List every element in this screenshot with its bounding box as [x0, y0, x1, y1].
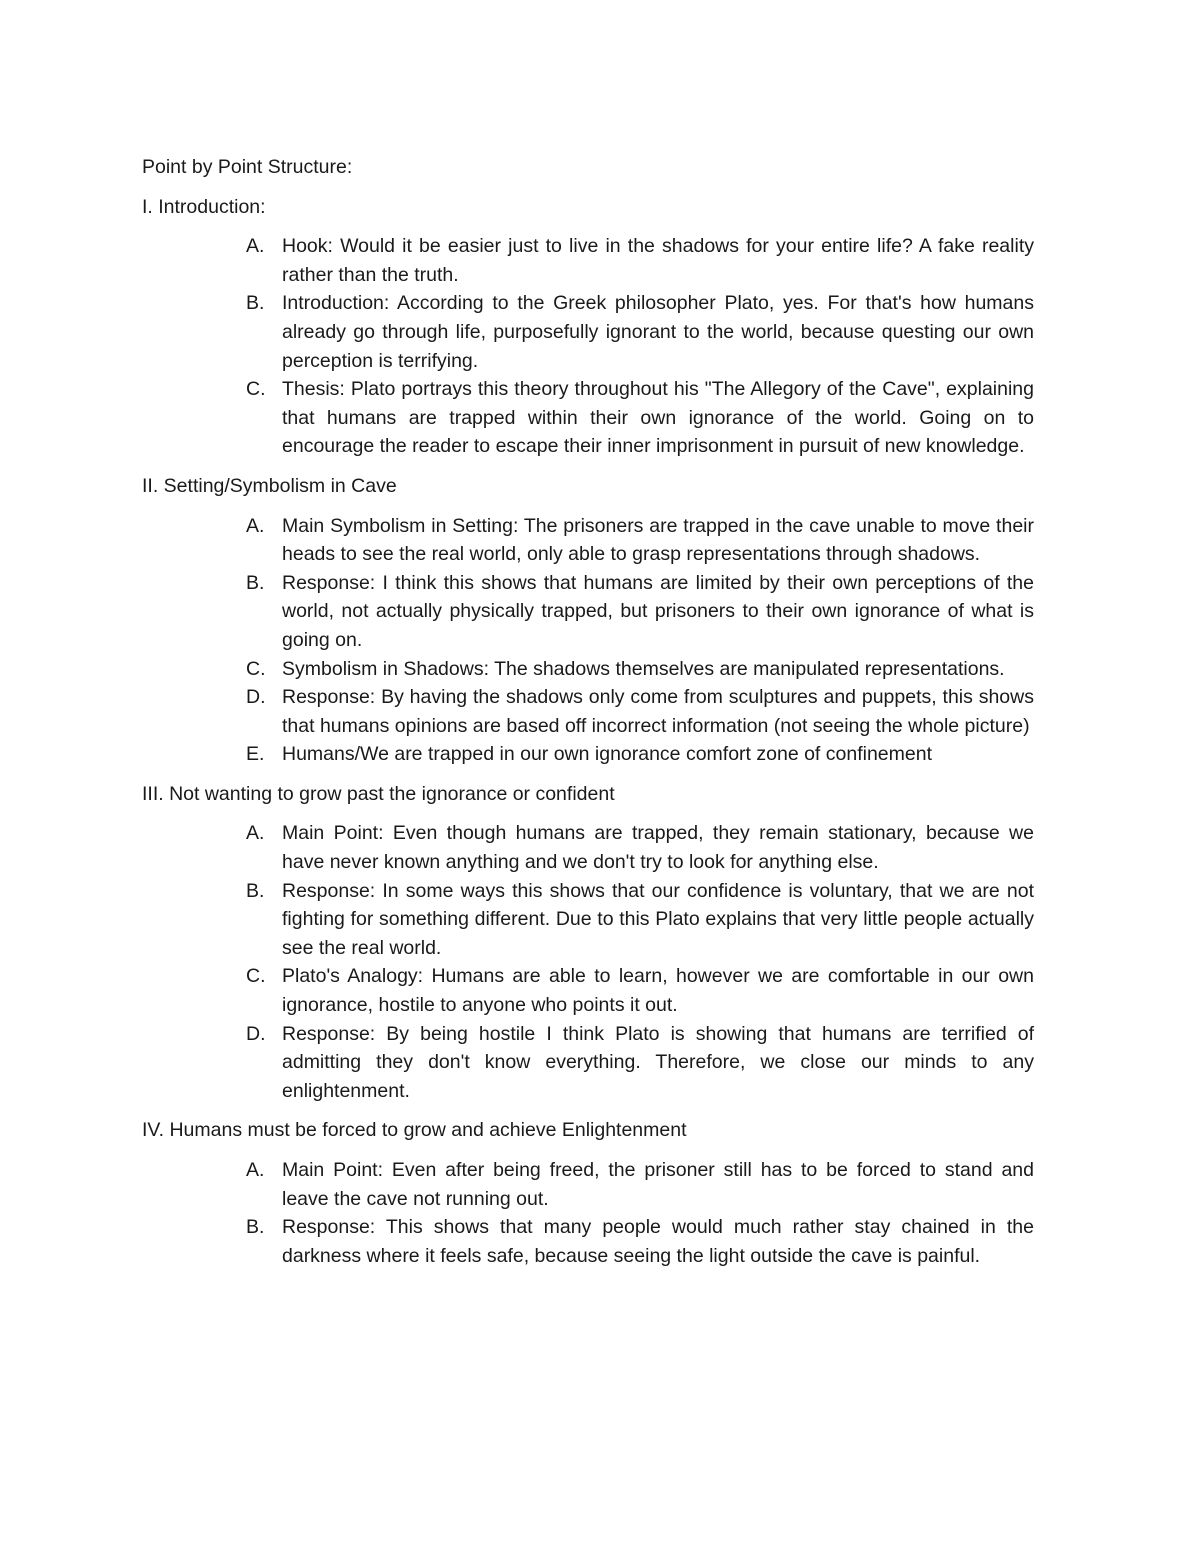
item-marker: A.: [246, 235, 265, 258]
item-text: Main Point: Even after being freed, the prisoner still has to be forced to stand and leave the cave not running out.: [282, 1159, 1034, 1210]
outline-list: [142, 819, 1034, 1105]
section-not-wanting-to-grow: [142, 780, 1034, 1106]
outline-item: [142, 877, 1034, 963]
outline-list: [142, 232, 1034, 461]
outline-item: [142, 512, 1034, 569]
outline-item: [142, 655, 1034, 684]
outline-item: [142, 569, 1034, 655]
document-body: [142, 153, 1034, 1281]
item-text: Response: By having the shadows only come from sculptures and puppets, this shows that humans opinions are based off incorrect information (not seeing the whole picture): [282, 686, 1034, 737]
item-marker: C.: [246, 378, 266, 401]
section-setting-symbolism: [142, 472, 1034, 769]
item-marker: A.: [246, 1159, 265, 1181]
item-text: Thesis: Plato portrays this theory throughout his "The Allegory of the Cave", explaining that humans are trapped within their own ignorance of the world. Going on to encourage the reader to escape their inner imprisonment in pursuit of new knowledge.: [282, 378, 1034, 458]
item-marker: A.: [246, 822, 265, 845]
section-heading: I. Introduction:: [142, 195, 266, 218]
item-text: Response: I think this shows that humans are limited by their own perceptions of the world, not actually physically trapped, but prisoners to their own ignorance of what is going on.: [282, 571, 1034, 651]
item-marker: D.: [246, 1022, 266, 1045]
item-text: Introduction: According to the Greek philosopher Plato, yes. For that's how humans already go through life, purposefully ignorant to the world, because questing our own perception is terrifying.: [282, 292, 1034, 372]
outline-item: [142, 1020, 1034, 1106]
outline-item: [142, 375, 1034, 461]
item-marker: E.: [246, 743, 265, 766]
section-introduction: [142, 193, 1034, 461]
item-text: Response: In some ways this shows that our confidence is voluntary, that we are not fighting for something different. Due to this Plato explains that very little people actually see the real world.: [282, 879, 1034, 959]
item-text: Main Symbolism in Setting: The prisoners are trapped in the cave unable to move their heads to see the real world, only able to grasp representations through shadows.: [282, 514, 1034, 566]
section-heading: III. Not wanting to grow past the ignorance or confident: [142, 782, 615, 805]
outline-list: [142, 1156, 1034, 1270]
item-text: Response: By being hostile I think Plato is showing that humans are terrified of admitting they don't know everything. Therefore, we close our minds to any enlightenment.: [282, 1022, 1034, 1102]
item-text: Response: This shows that many people would much rather stay chained in the darkness where it feels safe, because seeing the light outside the cave is painful.: [282, 1216, 1034, 1267]
outline-list: [142, 512, 1034, 769]
outline-item: [142, 740, 1034, 769]
outline-item: [142, 1213, 1034, 1270]
item-text: Plato's Analogy: Humans are able to learn, however we are comfortable in our own ignorance, hostile to anyone who points it out.: [282, 965, 1034, 1017]
item-marker: B.: [246, 1216, 265, 1239]
item-text: Symbolism in Shadows: The shadows themselves are manipulated representations.: [282, 657, 1005, 680]
item-marker: C.: [246, 965, 266, 988]
item-text: Main Point: Even though humans are trapped, they remain stationary, because we have never known anything and we don't try to look for anything else.: [282, 822, 1034, 874]
section-forced-to-grow: [142, 1116, 1034, 1270]
outline-item: [142, 1156, 1034, 1213]
item-marker: A.: [246, 514, 265, 537]
section-heading: II. Setting/Symbolism in Cave: [142, 474, 397, 497]
item-marker: B.: [246, 879, 265, 902]
document-title: Point by Point Structure:: [142, 156, 353, 178]
item-marker: B.: [246, 292, 265, 315]
outline-item: [142, 232, 1034, 289]
outline-item: [142, 819, 1034, 876]
item-marker: D.: [246, 686, 266, 709]
outline-item: [142, 962, 1034, 1019]
section-heading: IV. Humans must be forced to grow and achieve Enlightenment: [142, 1119, 687, 1142]
item-marker: C.: [246, 657, 266, 680]
item-text: Humans/We are trapped in our own ignorance comfort zone of confinement: [282, 743, 932, 766]
outline-item: [142, 683, 1034, 740]
outline-item: [142, 289, 1034, 375]
item-text: Hook: Would it be easier just to live in the shadows for your entire life? A fake reality rather than the truth.: [282, 235, 1034, 286]
item-marker: B.: [246, 571, 265, 594]
